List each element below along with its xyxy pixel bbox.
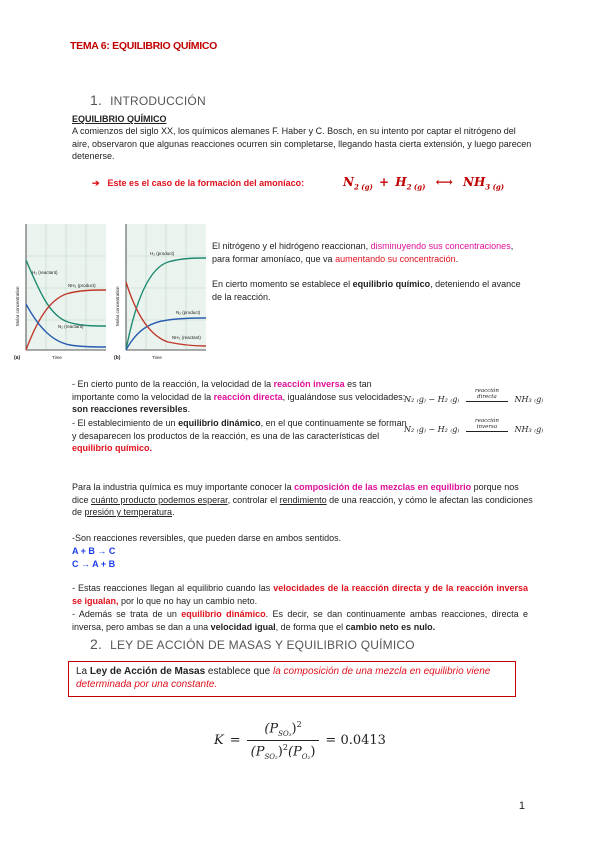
graph-p1-d: aumentando su concentración xyxy=(335,253,456,264)
reversible-bullet-1 xyxy=(72,378,410,416)
graph-paragraph-2 xyxy=(212,278,532,303)
eq-arrow: ⟷ xyxy=(435,175,453,189)
graph-p2-c: , deteniendo el avance de la reacción. xyxy=(212,279,521,302)
rev-b1-a: - En cierto punto de la reacción, la velocidad de la xyxy=(72,379,274,389)
ammonia-equation xyxy=(343,175,504,191)
law-d: la composición de una mezcla en equilibrio viene determinada por una constante. xyxy=(76,666,491,690)
ind-f: rendimiento xyxy=(279,494,327,505)
section-1-heading xyxy=(90,92,206,108)
rev-b2-c: , en el que continuamente se forman y desaparecen los productos de la reacción, es una de las características del xyxy=(72,418,407,441)
rev-b1-e: , igualándose sus velocidades: xyxy=(282,391,406,402)
graph-p1-a: El nitrógeno y el hidrógeno reaccionan, xyxy=(212,241,371,251)
eq-n2: N xyxy=(343,175,354,189)
es-b2-b: equilibrio dinámico xyxy=(181,609,266,619)
arrow-right-icon: ➔ xyxy=(92,178,100,188)
rev-b1-f: son reacciones reversibles xyxy=(72,404,188,415)
formula-value: = 0.0413 xyxy=(325,732,386,748)
section-2-heading xyxy=(90,636,415,652)
both-ways-text: -Son reacciones reversibles, que pueden darse en ambos sentidos. xyxy=(72,533,342,543)
rev-b2-b: equilibrio dinámico xyxy=(178,418,261,428)
graph-a-y-label: Molar concentration xyxy=(15,286,20,326)
ind-i: . xyxy=(172,507,175,518)
law-text xyxy=(76,665,512,691)
graph-b-y-label: Molar concentration xyxy=(115,286,120,326)
es-b2-f: cambio neto es nulo. xyxy=(345,621,436,632)
rev-b1-d: reacción directa xyxy=(213,391,283,402)
rev-b1-b: reacción inversa xyxy=(273,379,345,389)
formula-den2-sub: O₂ xyxy=(301,752,311,761)
formula-den1-p: (P xyxy=(250,744,265,760)
arrow-line xyxy=(92,177,304,190)
formula-num-sub: SO₃ xyxy=(278,729,292,738)
equal-speed-bullet-1 xyxy=(72,582,528,607)
graph-a-label-nh3: NH₃ (product) xyxy=(68,283,96,288)
ind-e: , controlar el xyxy=(227,494,280,505)
formula-equals: = xyxy=(229,732,241,748)
intro-paragraph: A comienzos del siglo XX, los químicos alemanes F. Haber y C. Bosch, en su intento por captar el nitrógeno del aire, observaron que algunas reacciones ocurren sin completarse, llegando hasta cierta extensión, y luego parecen detenerse. xyxy=(72,126,532,162)
formula-den2-p: (P xyxy=(287,744,302,760)
es-b1-a: - Estas reacciones llegan al equilibrio cuando las xyxy=(72,583,274,593)
law-a: La xyxy=(76,666,90,677)
graph-b xyxy=(114,224,206,361)
graph-b-label-h2: H₂ (product) xyxy=(150,251,175,256)
equal-speed-bullet-2 xyxy=(72,608,528,633)
graph-a-label-h2: H₂ (reactant) xyxy=(32,270,58,275)
page-number: 1 xyxy=(518,800,525,812)
formula-denominator: $(P_{SO_2})^2(P_{O_2})$ xyxy=(247,740,320,761)
section-2-title: LEY DE ACCIÓN DE MASAS Y EQUILIBRIO QUÍMICO xyxy=(110,638,415,652)
eq-direct-left: N₂ ₍g₎ − H₂ ₍g₎ xyxy=(404,395,460,404)
ind-c: porque nos dice xyxy=(72,482,519,505)
eq-n2-sub: 2 (g) xyxy=(353,182,373,192)
eq-direct xyxy=(404,388,543,404)
graph-a-panel: (a) xyxy=(14,355,21,361)
graph-paragraph-1 xyxy=(212,240,532,265)
subheading-equilibrio: EQUILIBRIO QUÍMICO xyxy=(72,114,167,124)
formula-fraction xyxy=(247,720,320,761)
equilibrium-constant-formula xyxy=(214,720,386,761)
eq-nh3-sub: 3 (g) xyxy=(485,182,505,192)
eq-plus: + xyxy=(378,175,390,189)
formula-den1-sub: SO₂ xyxy=(264,752,278,761)
eq-inverse-over: reacción inversa xyxy=(466,418,508,432)
graph-p2-b: equilibrio químico xyxy=(352,279,431,289)
law-c: establece que xyxy=(205,666,273,677)
section-1-title: INTRODUCCIÓN xyxy=(110,94,206,108)
section-1-number: 1. xyxy=(90,92,103,108)
es-b1-c: por lo que no hay un cambio neto. xyxy=(118,595,258,606)
section-2-number: 2. xyxy=(90,636,103,652)
graph-b-x-label: Time xyxy=(152,355,162,360)
es-b2-c: . Es decir, se dan continuamente ambas reacciones, directa e inversa, pero ambas se dan a una xyxy=(72,609,528,632)
es-b2-d: velocidad igual xyxy=(210,621,276,632)
reaction-forward: A + B → C xyxy=(72,546,116,556)
graph-a-x-label: Time xyxy=(52,355,62,360)
concentration-graphs xyxy=(10,218,210,368)
formula-numerator: $(P_{SO_3})^2$ xyxy=(264,720,302,738)
ind-h: presión y temperatura xyxy=(84,507,173,518)
formula-den1-exp: 2 xyxy=(282,742,288,752)
es-b1-b: velocidades de la reacción directa y de la reacción inversa se igualan, xyxy=(72,583,528,606)
graph-p1-b: disminuyendo sus concentraciones xyxy=(370,241,511,251)
eq-nh3: NH xyxy=(462,175,486,189)
industry-paragraph xyxy=(72,481,534,519)
rev-b2-a: - El establecimiento de un xyxy=(72,418,179,428)
graph-p1-e: . xyxy=(455,253,459,264)
es-b2-e: , de forma que el xyxy=(275,621,346,632)
ind-b: composición de las mezclas en equilibrio xyxy=(294,482,472,492)
reversible-bullet-2 xyxy=(72,417,410,455)
ind-g: de una reacción, y cómo le afectan las condiciones de xyxy=(72,494,533,518)
ind-d: cuánto producto podemos esperar xyxy=(91,494,228,505)
law-b: Ley de Acción de Masas xyxy=(89,666,206,677)
es-b2-a: - Además se trata de un xyxy=(72,609,182,619)
rev-b1-c: es tan importante como la velocidad de la xyxy=(72,379,372,402)
arrow-text: Este es el caso de la formación del amoníaco: xyxy=(107,178,305,188)
formula-k: K xyxy=(214,732,224,748)
graph-a xyxy=(14,224,106,361)
eq-inverse xyxy=(404,418,543,434)
document-title: TEMA 6: EQUILIBRIO QUÍMICO xyxy=(70,40,217,52)
reaction-reverse: C → A + B xyxy=(72,559,116,569)
eq-h2: H xyxy=(395,175,407,189)
eq-direct-right: NH₃ ₍g₎ xyxy=(514,395,544,404)
eq-h2-sub: 2 (g) xyxy=(406,182,426,192)
formula-num-exp: 2 xyxy=(296,720,302,729)
graph-p1-c: , para formar amoníaco, que va xyxy=(212,241,514,264)
eq-direct-over: reacción directa xyxy=(466,388,508,402)
eq-inverse-left: N₂ ₍g₎ − H₂ ₍g₎ xyxy=(404,425,460,434)
graph-b-panel: (b) xyxy=(114,355,121,361)
graph-a-label-n2: N₂ (reactant) xyxy=(58,324,84,329)
eq-inverse-right: NH₃ ₍g₎ xyxy=(514,425,544,434)
formula-num-p: (P xyxy=(264,721,279,737)
rev-b1-g: . xyxy=(187,404,191,415)
rev-b2-d: equilibrio químico. xyxy=(72,443,153,454)
ind-a: Para la industria química es muy importante conocer la xyxy=(72,482,295,492)
graph-b-label-n2: N₂ (product) xyxy=(176,310,201,315)
graph-b-label-nh3: NH₃ (reactant) xyxy=(172,335,201,340)
graph-p2-a: En cierto momento se establece el xyxy=(212,279,353,289)
